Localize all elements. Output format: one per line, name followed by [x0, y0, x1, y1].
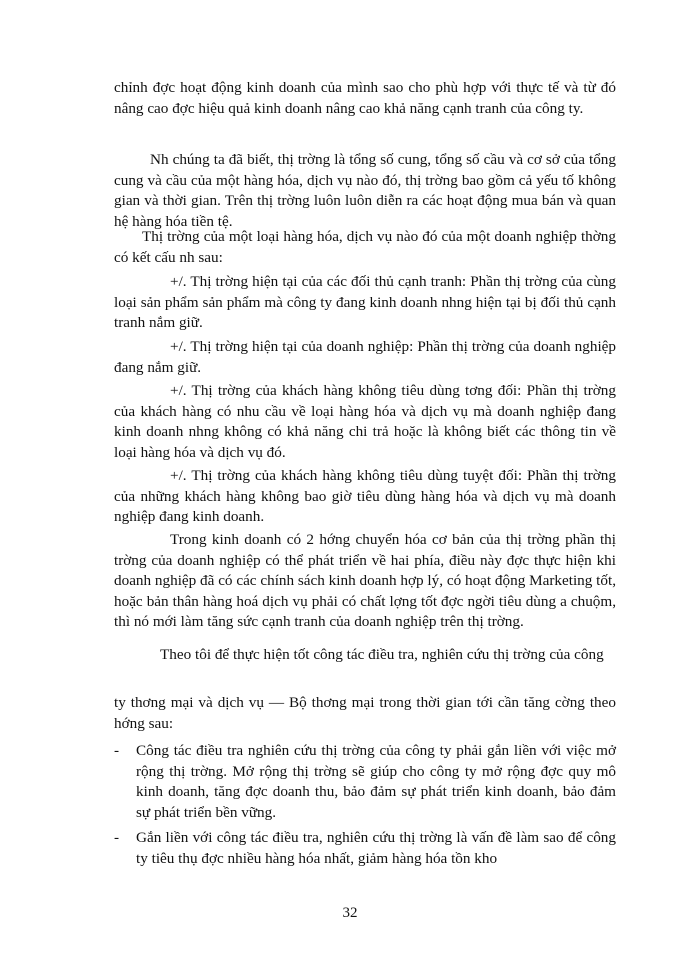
paragraph-1: chỉnh đợc hoạt động kinh doanh của mình sao cho phù hợp với thực tế và từ đó nâng cao đợc hiệu quả kinh doanh nâng cao khả năng cạnh tranh của công ty. — [114, 79, 616, 117]
paragraph-2: Nh chúng ta đã biết, thị trờng là tổng số cung, tổng số cầu và cơ sở của tổng cung và cầu của một hàng hóa, dịch vụ nào đó, thị trờng bao gồm cả yếu tố không gian và thời gian. Trên thị trờng luôn luôn diễn ra các hoạt động mua bán và quan hệ hàng hóa tiền tệ. — [114, 151, 616, 230]
page-number: 32 — [342, 905, 358, 921]
paragraph-9: Theo tôi để thực hiện tốt công tác điều tra, nghiên cứu thị trờng của công — [160, 646, 604, 663]
paragraph-3: Thị trờng của một loại hàng hóa, dịch vụ nào đó của một doanh nghiệp thờng có kết cấu nh sau: — [114, 228, 616, 266]
paragraph-4: +/. Thị trờng hiện tại của các đối thủ cạnh tranh: Phần thị trờng của cùng loại sản phẩm sản phẩm mà công ty đang kinh doanh nhng hiện tại bị đối thủ cạnh tranh nắm giữ. — [114, 273, 616, 331]
bullet-dash: - — [114, 742, 120, 759]
bullet-text-2: Gắn liền với công tác điều tra, nghiên cứu thị trờng là vấn đề làm sao để công ty tiêu thụ đợc nhiều hàng hóa nhất, giảm hàng hóa tồn kho — [136, 829, 616, 867]
paragraph-7: +/. Thị trờng của khách hàng không tiêu dùng tuyệt đối: Phần thị trờng của những khách hàng không bao giờ tiêu dùng hàng hóa và dịch vụ mà doanh nghiệp đang kinh doanh. — [114, 467, 616, 525]
paragraph-5: +/. Thị trờng hiện tại của doanh nghiệp: Phần thị trờng của doanh nghiệp đang nắm giữ. — [114, 338, 616, 376]
bullet-item-2 — [114, 828, 616, 869]
paragraph-8: Trong kinh doanh có 2 hớng chuyển hóa cơ bản của thị trờng phần thị trờng của doanh nghiệp có thể phát triển về hai phía, điều này đợc thực hiện khi doanh nghiệp đã có các chính sách kinh doanh hợp lý, có hoạt động Marketing tốt, hoặc bản thân hàng hoá dịch vụ phải có chất lợng tốt đợc ngời tiêu dùng a chuộm, thì nó mới làm tăng sức cạnh tranh của doanh nghiệp trên thị trờng. — [114, 531, 616, 630]
bullet-dash: - — [114, 829, 120, 846]
bullet-item-1 — [114, 741, 616, 823]
paragraph-10: ty thơng mại và dịch vụ — Bộ thơng mại trong thời gian tới cần tăng cờng theo hớng sau: — [114, 694, 616, 732]
paragraph-6: +/. Thị trờng của khách hàng không tiêu dùng tơng đối: Phần thị trờng của khách hàng có nhu cầu về loại hàng hóa và dịch vụ mà doanh nghiệp đang kinh doanh nhng không có khả năng chi trả hoặc là không biết các thông tin về loại hàng hóa và dịch vụ đó. — [114, 382, 616, 461]
bullet-text-1: Công tác điều tra nghiên cứu thị trờng của công ty phải gắn liền với việc mở rộng thị trờng. Mở rộng thị trờng sẽ giúp cho công ty mở rộng đợc quy mô kinh doanh, tăng đợc doanh thu, bảo đảm sự phát triển kinh doanh, bảo đảm sự phát triển bền vững. — [136, 742, 616, 821]
